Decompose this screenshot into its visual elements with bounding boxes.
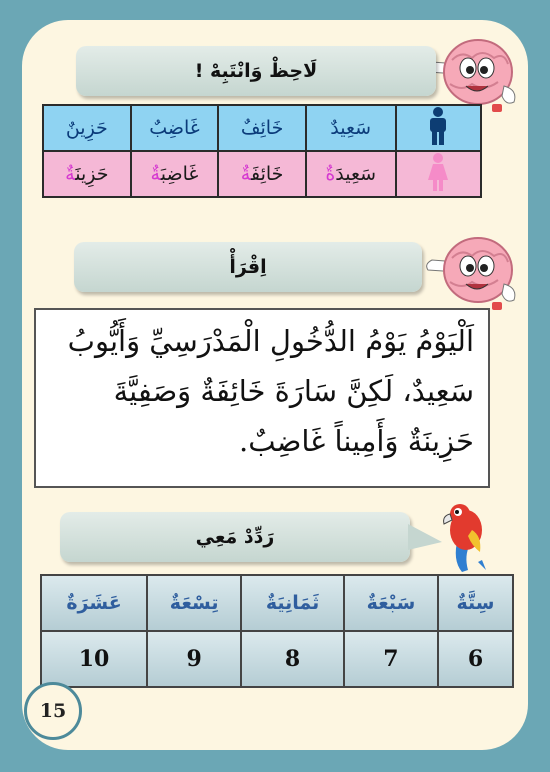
number-digit-cell: 9 bbox=[147, 631, 241, 687]
read-title: اِقْرَأْ bbox=[229, 256, 267, 278]
word-cell bbox=[218, 151, 306, 197]
masculine-word: غَاضِبٌ bbox=[149, 117, 200, 139]
brain-mascot-icon bbox=[422, 24, 524, 116]
number-word-cell: سِتَّةٌ bbox=[438, 575, 513, 631]
feminine-stem: خَائِفَ bbox=[250, 163, 284, 185]
reading-line: حَزِينَةٌ وَأَمِيناً غَاضِبٌ. bbox=[239, 424, 474, 458]
reading-line: اَلْيَوْمُ يَوْمُ الدُّخُولِ الْمَدْرَسِيِّ وَأَيُّوبُ bbox=[67, 324, 474, 358]
repeat-title: رَدِّدْ مَعِي bbox=[195, 526, 275, 548]
feminine-ending: ةٌ bbox=[240, 163, 251, 185]
masculine-word: حَزِينٌ bbox=[65, 117, 108, 139]
notice-title: لَاحِظْ وَانْتَبِهْ ! bbox=[194, 60, 318, 82]
repeat-banner bbox=[60, 512, 410, 562]
number-digit-cell: 8 bbox=[241, 631, 344, 687]
feminine-stem: غَاضِبَ bbox=[160, 163, 199, 185]
reading-line: سَعِيدٌ، لَكِنَّ سَارَةَ خَائِفَةٌ وَصَفِيَّةَ bbox=[113, 374, 474, 408]
page-number: 15 bbox=[24, 682, 82, 740]
number-words-row bbox=[41, 575, 513, 631]
masculine-word: سَعِيدٌ bbox=[330, 117, 372, 139]
word-cell bbox=[43, 105, 131, 151]
parrot-mascot-icon bbox=[438, 500, 494, 574]
word-cell bbox=[131, 105, 219, 151]
feminine-stem: حَزِينَ bbox=[75, 163, 109, 185]
number-digit-cell: 10 bbox=[41, 631, 147, 687]
number-digit-cell: 6 bbox=[438, 631, 513, 687]
gender-adjectives-table bbox=[42, 104, 482, 198]
masculine-word: خَائِفٌ bbox=[240, 117, 284, 139]
notice-banner bbox=[76, 46, 436, 96]
feminine-ending: ةٌ bbox=[65, 163, 76, 185]
numbers-table bbox=[40, 574, 514, 688]
male-person-icon bbox=[427, 107, 449, 145]
number-digit-cell: 7 bbox=[344, 631, 438, 687]
feminine-stem: سَعِيدَ bbox=[335, 163, 377, 185]
icon-cell bbox=[396, 151, 481, 197]
female-person-icon bbox=[426, 153, 450, 191]
brain-mascot-icon bbox=[422, 222, 524, 314]
word-cell bbox=[218, 105, 306, 151]
number-word-cell: سَبْعَةٌ bbox=[344, 575, 438, 631]
banner-pointer bbox=[408, 520, 444, 556]
feminine-ending: ةٌ bbox=[325, 163, 336, 185]
number-word-cell: ثَمَانِيَةٌ bbox=[241, 575, 344, 631]
read-banner bbox=[74, 242, 422, 292]
word-cell bbox=[43, 151, 131, 197]
number-word-cell: عَشَرَةٌ bbox=[41, 575, 147, 631]
feminine-row bbox=[43, 151, 481, 197]
word-cell bbox=[306, 151, 396, 197]
reading-passage bbox=[34, 308, 490, 488]
feminine-ending: ةٌ bbox=[150, 163, 161, 185]
masculine-row bbox=[43, 105, 481, 151]
icon-cell bbox=[396, 105, 481, 151]
number-digits-row bbox=[41, 631, 513, 687]
word-cell bbox=[131, 151, 219, 197]
number-word-cell: تِسْعَةٌ bbox=[147, 575, 241, 631]
word-cell bbox=[306, 105, 396, 151]
